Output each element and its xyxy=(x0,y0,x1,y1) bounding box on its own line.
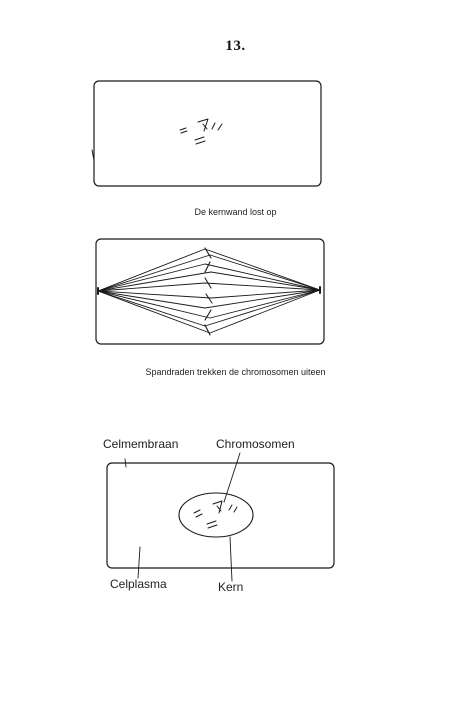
leader-line-cytoplasm xyxy=(138,547,140,578)
figure-1-cell xyxy=(92,81,321,186)
figure-1-caption: De kernwand lost op xyxy=(194,207,277,217)
leader-line-membrane xyxy=(125,459,126,467)
leader-line-nucleus xyxy=(230,537,232,581)
chromosome-marks xyxy=(205,248,212,335)
nucleus-outline xyxy=(179,493,253,537)
membrane-label: Celmembraan xyxy=(103,437,179,451)
chromosomes-label: Chromosomen xyxy=(216,437,295,451)
page-number: 13. xyxy=(225,38,246,54)
cytoplasm-label: Celplasma xyxy=(110,577,167,591)
cell-outline xyxy=(107,463,334,568)
scattered-chromosomes xyxy=(180,119,222,144)
figure-3-cell xyxy=(107,453,334,581)
nucleus-chromosomes xyxy=(194,501,237,528)
cell-outline xyxy=(94,81,321,186)
figure-2-cell xyxy=(96,239,324,344)
figure-2-caption: Spandraden trekken de chromosomen uiteen xyxy=(145,367,326,377)
spindle-fibers xyxy=(98,249,320,333)
nucleus-label: Kern xyxy=(218,580,244,594)
